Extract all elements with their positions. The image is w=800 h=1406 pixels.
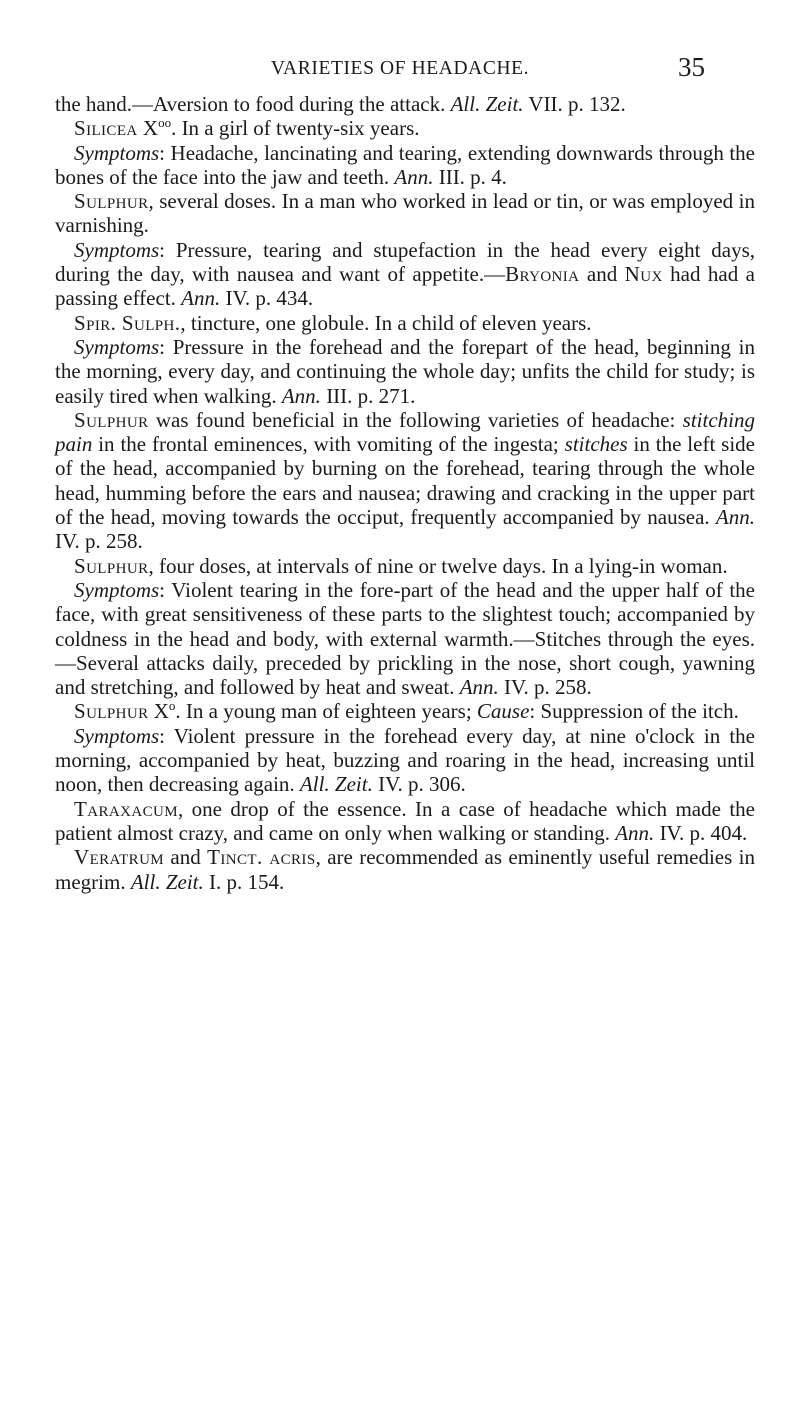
- remedy-name: Tinct. acris: [207, 845, 316, 870]
- text-run: and: [164, 845, 208, 870]
- remedy-name: Sulphur: [74, 407, 149, 432]
- text-run: IV. p. 434.: [220, 286, 314, 311]
- italic-text: Symptoms: [74, 334, 160, 359]
- paragraph: [55, 116, 755, 140]
- paragraph: [55, 845, 755, 894]
- remedy-name: Bryonia: [505, 262, 580, 287]
- italic-text: Symptoms: [74, 140, 160, 165]
- italic-text: All. Zeit.: [450, 92, 524, 116]
- text-run: was found beneficial in the following varieties of headache:: [148, 407, 683, 432]
- italic-text: Ann.: [181, 286, 221, 311]
- potency-superscript: o: [168, 698, 176, 714]
- remedy-name: Sulphur: [74, 699, 149, 724]
- text-run: : Pressure in the forehead and the forepart of the head, beginning in the morning, every day, and continuing the whole day; unfits the child for study; is easily tired when walking.: [55, 334, 755, 408]
- text-run: . In a young man of eighteen years;: [175, 699, 477, 724]
- remedy-name: Sulphur: [74, 553, 149, 578]
- text-run: III. p. 271.: [320, 383, 416, 408]
- text-run: , are recommended as eminently useful remedies in megrim.: [55, 845, 755, 894]
- paragraph: [55, 699, 755, 723]
- paragraph: [55, 238, 755, 311]
- italic-text: Symptoms: [74, 577, 160, 602]
- text-run: : Violent pressure in the forehead every day, at nine o'clock in the morning, accompanied by heat, buzzing and roaring in the head, increasing until noon, then decreasing again.: [55, 723, 755, 797]
- paragraph: [55, 92, 755, 116]
- text-run: , tincture, one globule. In a child of eleven years.: [180, 310, 592, 335]
- text-run: I. p. 154.: [203, 869, 285, 894]
- text-run: : Suppression of the itch.: [529, 699, 739, 724]
- text-run: X: [137, 116, 159, 141]
- italic-text: Ann.: [281, 383, 321, 408]
- remedy-name: Veratrum: [74, 845, 165, 870]
- italic-text: Cause: [476, 699, 530, 724]
- remedy-name: Taraxacum: [74, 796, 178, 821]
- italic-text: Ann.: [459, 675, 499, 700]
- italic-text: Ann.: [394, 164, 434, 189]
- italic-text: Ann.: [615, 820, 655, 845]
- paragraph: [55, 554, 755, 578]
- text-run: had had a passing effect.: [55, 262, 755, 311]
- paragraph: [55, 408, 755, 554]
- paragraph: [55, 797, 755, 846]
- text-run: , one drop of the essence. In a case of headache which made the patient almost crazy, and came on only when walking or standing.: [55, 796, 755, 845]
- paragraph: [55, 141, 755, 190]
- text-run: in the left side of the head, accompanied by burning on the forehead, tearing through the whole head, humming before the ears and nausea; drawing and cracking in the upper part of the head, moving towards the occiput, frequently accompanied by nausea.: [55, 432, 755, 530]
- text-run: the hand.—Aversion to food during the attack.: [55, 92, 451, 116]
- italic-text: Ann.: [715, 505, 755, 530]
- italic-text: Symptoms: [74, 237, 160, 262]
- remedy-name: Sulphur: [74, 189, 149, 214]
- italic-text: Symptoms: [74, 723, 160, 748]
- italic-text: stitching pain: [55, 407, 755, 457]
- paragraph: [55, 311, 755, 335]
- text-run: in the frontal eminences, with vomiting of the ingesta;: [92, 432, 565, 457]
- text-run: : Pressure, tearing and stupefaction in the head every eight days, during the day, with nausea and want of appetite.—: [55, 237, 755, 287]
- italic-text: All. Zeit.: [130, 869, 204, 894]
- remedy-name: Nux: [624, 262, 663, 287]
- text-run: . In a girl of twenty-six years.: [171, 116, 420, 141]
- paragraph: [55, 335, 755, 408]
- potency-superscript: oo: [158, 115, 172, 131]
- paragraph: [55, 724, 755, 797]
- text-run: , several doses. In a man who worked in lead or tin, or was employed in varnishing.: [55, 189, 755, 238]
- italic-text: All. Zeit.: [299, 772, 373, 797]
- text-run: VII. p. 132.: [523, 92, 626, 116]
- italic-text: stitches: [564, 432, 628, 457]
- text-run: IV. p. 404.: [654, 820, 748, 845]
- text-run: IV. p. 258.: [498, 675, 592, 700]
- remedy-name: Silicea: [74, 116, 138, 141]
- remedy-name: Spir. Sulph.: [74, 310, 181, 335]
- body-text: [55, 92, 755, 894]
- paragraph: [55, 189, 755, 238]
- text-run: III. p. 4.: [433, 164, 507, 189]
- text-run: IV. p. 306.: [372, 772, 466, 797]
- text-run: : Violent tearing in the fore-part of the head and the upper half of the face, with great sensitiveness of these parts to the slightest touch; accompanied by coldness in the head and body, with external warmth.—Stitches through the eyes.—Several attacks daily, preceded by prickling in the nose, short cough, yawning and stretching, and followed by heat and sweat.: [55, 577, 755, 700]
- text-run: and: [579, 262, 625, 287]
- text-run: : Headache, lancinating and tearing, extending downwards through the bones of the face into the jaw and teeth.: [55, 140, 755, 189]
- text-run: , four doses, at intervals of nine or twelve days. In a lying-in woman.: [148, 553, 728, 578]
- running-title: VARIETIES OF HEADACHE.: [270, 58, 530, 79]
- paragraph: [55, 578, 755, 699]
- text-run: X: [148, 699, 169, 724]
- page-number: 35: [678, 52, 705, 82]
- text-run: IV. p. 258.: [55, 529, 143, 554]
